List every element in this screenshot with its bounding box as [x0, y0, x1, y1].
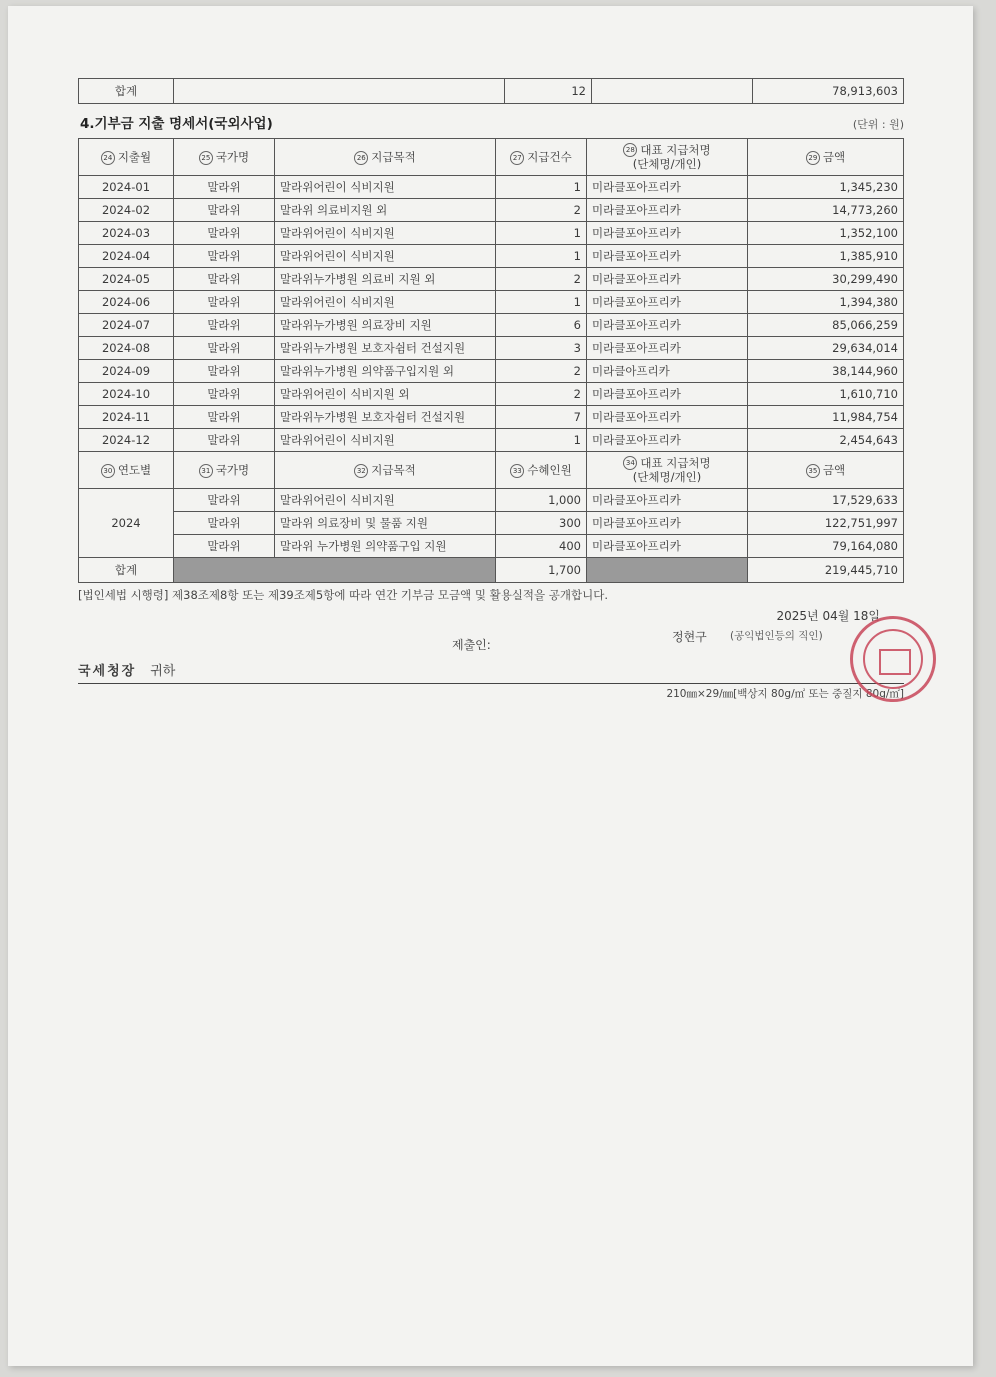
yearly-rows	[79, 489, 904, 558]
cell-count: 7	[496, 406, 587, 429]
cell-amount: 2,454,643	[748, 429, 904, 452]
cell-payee: 미라클포아프리카	[587, 176, 748, 199]
cell-amount: 85,066,259	[748, 314, 904, 337]
cell-amount: 1,345,230	[748, 176, 904, 199]
paper-spec: 210㎜×29/㎜[백상지 80g/㎡ 또는 중질지 80g/㎡]	[666, 688, 904, 700]
cell-payee: 미라클포아프리카	[587, 489, 748, 512]
cell-month: 2024-09	[79, 360, 174, 383]
bottom-total-row	[79, 558, 904, 583]
cell-country: 말라위	[174, 291, 275, 314]
cell-country: 말라위	[174, 176, 275, 199]
addressee	[78, 660, 904, 684]
cell-country: 말라위	[174, 245, 275, 268]
unit-label: (단위 : 원)	[852, 118, 904, 131]
table-row	[79, 245, 904, 268]
cell-payee: 미라클포아프리카	[587, 199, 748, 222]
cell-payee: 미라클포아프리카	[587, 222, 748, 245]
cell-purpose: 말라위누가병원 보호자쉼터 건설지원	[275, 337, 496, 360]
cell-count: 1	[496, 222, 587, 245]
cell-country: 말라위	[174, 535, 275, 558]
cell-payee: 미라클포아프리카	[587, 512, 748, 535]
cell-count: 6	[496, 314, 587, 337]
legal-note: [법인세법 시행령] 제38조제8항 또는 제39조제5항에 따라 연간 기부금 모금액 및 활용실적을 공개합니다.	[78, 588, 608, 602]
cell-payee: 미라클포아프리카	[587, 291, 748, 314]
cell-month: 2024-12	[79, 429, 174, 452]
cell-country: 말라위	[174, 429, 275, 452]
top-total-amount: 78,913,603	[753, 79, 904, 104]
cell-year: 2024	[79, 489, 174, 558]
cell-month: 2024-01	[79, 176, 174, 199]
table-row	[79, 314, 904, 337]
monthly-header-row: 24 지출월 25 국가명 26 지급목적 27 지급건수 28 대표 지급처명 (단체명/개인) 29 금액	[79, 139, 904, 176]
cell-amount: 38,144,960	[748, 360, 904, 383]
table-row	[79, 535, 904, 558]
top-total-table	[78, 78, 904, 104]
cell-month: 2024-08	[79, 337, 174, 360]
cell-country: 말라위	[174, 268, 275, 291]
table-row	[79, 489, 904, 512]
cell-month: 2024-07	[79, 314, 174, 337]
submission-date: 2025년 04월 18일	[776, 609, 880, 623]
cell-purpose: 말라위누가병원 보호자쉼터 건설지원	[275, 406, 496, 429]
cell-purpose: 말라위어린이 식비지원	[275, 245, 496, 268]
monthly-table	[78, 138, 904, 583]
submitter-label: 제출인:	[452, 638, 491, 652]
cell-amount: 17,529,633	[748, 489, 904, 512]
cell-country: 말라위	[174, 406, 275, 429]
section-title: 4.기부금 지출 명세서(국외사업)	[80, 116, 273, 132]
cell-count: 3	[496, 337, 587, 360]
cell-amount: 29,634,014	[748, 337, 904, 360]
table-row	[79, 360, 904, 383]
cell-purpose: 말라위 의료비지원 외	[275, 199, 496, 222]
cell-purpose: 말라위어린이 식비지원	[275, 222, 496, 245]
table-row	[79, 512, 904, 535]
submitter-line	[78, 628, 904, 654]
cell-month: 2024-06	[79, 291, 174, 314]
cell-amount: 14,773,260	[748, 199, 904, 222]
cell-month: 2024-05	[79, 268, 174, 291]
document-body	[78, 78, 904, 701]
cell-country: 말라위	[174, 222, 275, 245]
cell-purpose: 말라위어린이 식비지원	[275, 291, 496, 314]
cell-country: 말라위	[174, 383, 275, 406]
cell-amount: 1,352,100	[748, 222, 904, 245]
cell-purpose: 말라위어린이 식비지원	[275, 489, 496, 512]
cell-payee: 미라클포아프리카	[587, 406, 748, 429]
cell-month: 2024-11	[79, 406, 174, 429]
cell-country: 말라위	[174, 512, 275, 535]
cell-payee: 미라클포아프리카	[587, 429, 748, 452]
cell-purpose: 말라위어린이 식비지원	[275, 176, 496, 199]
bottom-total-label: 합계	[79, 558, 174, 583]
cell-amount: 79,164,080	[748, 535, 904, 558]
cell-payee: 미라클포아프리카	[587, 383, 748, 406]
cell-month: 2024-04	[79, 245, 174, 268]
cell-beneficiaries: 1,000	[496, 489, 587, 512]
top-total-label: 합계	[79, 79, 174, 104]
section-heading	[80, 112, 904, 132]
cell-country: 말라위	[174, 489, 275, 512]
cell-payee: 미라클포아프리카	[587, 535, 748, 558]
cell-amount: 122,751,997	[748, 512, 904, 535]
table-row	[79, 406, 904, 429]
cell-purpose: 말라위 의료장비 및 물품 지원	[275, 512, 496, 535]
table-row	[79, 199, 904, 222]
cell-beneficiaries: 400	[496, 535, 587, 558]
cell-purpose: 말라위어린이 식비지원 외	[275, 383, 496, 406]
cell-payee: 미라클아프리카	[587, 360, 748, 383]
cell-purpose: 말라위누가병원 의약품구입지원 외	[275, 360, 496, 383]
cell-country: 말라위	[174, 314, 275, 337]
cell-month: 2024-10	[79, 383, 174, 406]
submitter-name: 정현구	[672, 630, 707, 644]
cell-amount: 1,610,710	[748, 383, 904, 406]
monthly-rows	[79, 176, 904, 452]
cell-amount: 1,385,910	[748, 245, 904, 268]
cell-purpose: 말라위 누가병원 의약품구입 지원	[275, 535, 496, 558]
cell-payee: 미라클포아프리카	[587, 337, 748, 360]
top-total-count: 12	[505, 79, 592, 104]
table-row	[79, 222, 904, 245]
cell-count: 1	[496, 291, 587, 314]
cell-count: 2	[496, 199, 587, 222]
cell-country: 말라위	[174, 199, 275, 222]
cell-payee: 미라클포아프리카	[587, 245, 748, 268]
table-row	[79, 337, 904, 360]
cell-amount: 1,394,380	[748, 291, 904, 314]
table-row	[79, 429, 904, 452]
cell-month: 2024-03	[79, 222, 174, 245]
cell-amount: 30,299,490	[748, 268, 904, 291]
cell-count: 1	[496, 176, 587, 199]
cell-payee: 미라클포아프리카	[587, 268, 748, 291]
cell-purpose: 말라위어린이 식비지원	[275, 429, 496, 452]
cell-country: 말라위	[174, 337, 275, 360]
addressee-office: 국세청장	[78, 664, 137, 679]
cell-country: 말라위	[174, 360, 275, 383]
submitter-role: (공익법인등의 직인)	[730, 630, 823, 642]
table-row	[79, 383, 904, 406]
table-row	[79, 176, 904, 199]
cell-purpose: 말라위누가병원 의료장비 지원	[275, 314, 496, 337]
cell-beneficiaries: 300	[496, 512, 587, 535]
table-row	[79, 291, 904, 314]
official-seal-icon	[850, 616, 936, 702]
yearly-header-row: 30 연도별 31 국가명 32 지급목적 33 수혜인원 34 대표 지급처명 (단체명/개인) 35 금액	[79, 452, 904, 489]
bottom-total-beneficiaries: 1,700	[496, 558, 587, 583]
cell-purpose: 말라위누가병원 의료비 지원 외	[275, 268, 496, 291]
table-row	[79, 268, 904, 291]
cell-count: 2	[496, 360, 587, 383]
cell-count: 1	[496, 245, 587, 268]
cell-month: 2024-02	[79, 199, 174, 222]
cell-payee: 미라클포아프리카	[587, 314, 748, 337]
addressee-suffix: 귀하	[150, 664, 176, 679]
bottom-total-amount: 219,445,710	[748, 558, 904, 583]
cell-count: 2	[496, 268, 587, 291]
cell-amount: 11,984,754	[748, 406, 904, 429]
cell-count: 2	[496, 383, 587, 406]
cell-count: 1	[496, 429, 587, 452]
